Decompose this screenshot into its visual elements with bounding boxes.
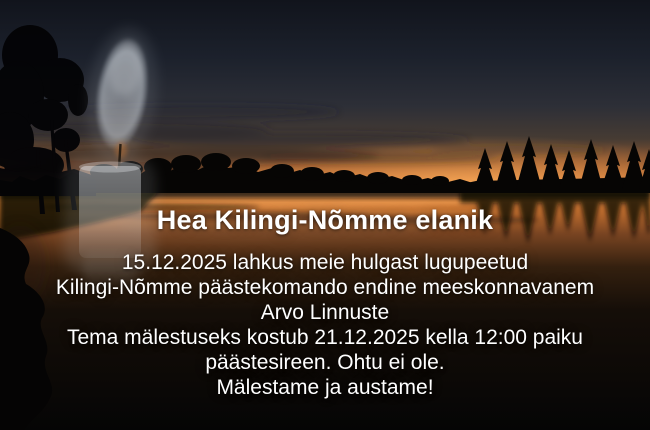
announcement-line-closing: Mälestame ja austame! [216,376,434,399]
announcement-line-siren: Tema mälestuseks kostub 21.12.2025 kella 12:00 paiku [67,326,583,349]
announcement-line-name: Arvo Linnuste [260,301,390,324]
announcement-line-no-danger: päästesireen. Ohtu ei ole. [205,351,445,374]
announcement-line-role: Kilingi-Nõmme päästekomando endine meeskonnavanem [55,276,595,299]
announcement-text [0,203,650,400]
announcement-body [0,250,650,400]
page-title: Hea Kilingi-Nõmme elanik [156,205,494,235]
announcement-line-date: 15.12.2025 lahkus meie hulgast lugupeetud [121,251,529,274]
